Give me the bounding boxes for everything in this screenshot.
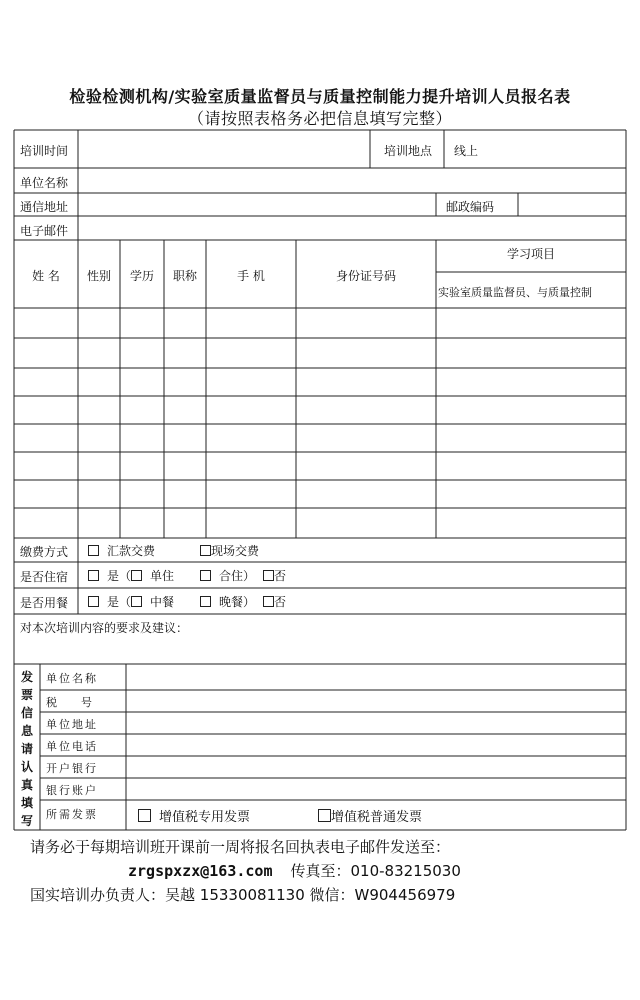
invoice-tax-id-input[interactable]	[128, 692, 624, 711]
lodging-shared-label: 合住）	[219, 569, 256, 583]
participant-row[interactable]	[15, 369, 625, 395]
lodging-no-label: 否	[274, 569, 287, 583]
invoice-side-char: 真	[20, 778, 33, 792]
invoice-normal-label: 增值税普通发票	[331, 810, 423, 825]
meal-lunch-checkbox[interactable]	[131, 596, 142, 607]
suggestion-input[interactable]	[15, 634, 625, 663]
invoice-account-input[interactable]	[128, 780, 624, 799]
meal-yes-checkbox[interactable]	[88, 596, 99, 607]
address-label: 通信地址	[20, 200, 69, 214]
invoice-type-label: 所需发票	[46, 808, 98, 821]
suggestion-label: 对本次培训内容的要求及建议：	[20, 621, 189, 635]
invoice-side-char: 填	[20, 796, 33, 810]
participant-row[interactable]	[15, 309, 625, 337]
lodging-shared-checkbox[interactable]	[200, 570, 211, 581]
footer-fax: 传真至：010-83215030	[290, 862, 461, 880]
invoice-phone-input[interactable]	[128, 736, 624, 755]
invoice-account-label: 银行账户	[46, 784, 98, 797]
form-subtitle: （请按照表格务必把信息填写完整）	[187, 109, 452, 128]
invoice-normal-checkbox[interactable]	[318, 809, 331, 822]
footer-email[interactable]: zrgspxzx@163.com	[128, 862, 273, 880]
training-place-label: 培训地点	[384, 144, 433, 158]
lodging-no-checkbox[interactable]	[263, 570, 274, 581]
invoice-special-checkbox[interactable]	[138, 809, 151, 822]
lodging-yes-label: 是（	[107, 569, 132, 583]
meal-dinner-checkbox[interactable]	[200, 596, 211, 607]
participant-row[interactable]	[15, 425, 625, 451]
header-study-project: 学习项目	[506, 247, 555, 261]
footer-contact: 国实培训办负责人：吴越 15330081130 微信：W904456979	[30, 886, 456, 904]
lodging-single-checkbox[interactable]	[131, 570, 142, 581]
invoice-side-char: 发	[20, 670, 33, 684]
lodging-yes-checkbox[interactable]	[88, 570, 99, 581]
training-time-label: 培训时间	[20, 144, 69, 158]
participant-row[interactable]	[15, 339, 625, 367]
invoice-special-label: 增值税专用发票	[159, 810, 251, 825]
header-id-number: 身份证号码	[335, 269, 396, 283]
invoice-bank-label: 开户银行	[46, 762, 98, 775]
meal-dinner-label: 晚餐）	[219, 595, 256, 609]
lodging-single-label: 单住	[150, 569, 175, 583]
payment-remit-label: 汇款交费	[107, 544, 156, 558]
meal-no-label: 否	[274, 595, 287, 609]
header-education: 学历	[129, 269, 154, 283]
company-name-input[interactable]	[80, 170, 624, 191]
participant-row[interactable]	[15, 397, 625, 423]
participant-row[interactable]	[15, 453, 625, 479]
invoice-company-input[interactable]	[128, 666, 624, 689]
invoice-company-label: 单位名称	[46, 672, 98, 685]
footer-instruction: 请务必于每期培训班开课前一周将报名回执表电子邮件发送至：	[30, 838, 451, 856]
email-input[interactable]	[80, 218, 624, 238]
lodging-label: 是否住宿	[20, 570, 69, 584]
invoice-side-char: 息	[20, 724, 33, 738]
invoice-side-char: 票	[20, 688, 33, 702]
invoice-address-label: 单位地址	[46, 718, 98, 731]
study-item: 实验室质量监督员、与质量控制	[438, 286, 592, 299]
participant-row[interactable]	[15, 509, 625, 537]
meal-lunch-label: 中餐	[150, 595, 175, 609]
invoice-side-char: 认	[20, 760, 33, 774]
invoice-phone-label: 单位电话	[46, 740, 98, 753]
meal-yes-label: 是（	[107, 595, 132, 609]
payment-remit-checkbox[interactable]	[88, 545, 99, 556]
invoice-side-char: 写	[20, 814, 33, 828]
header-name: 姓 名	[32, 269, 60, 283]
email-label: 电子邮件	[20, 224, 69, 238]
postcode-input[interactable]	[520, 195, 624, 214]
invoice-tax-id-label: 税 号	[46, 696, 94, 709]
meal-label: 是否用餐	[20, 596, 69, 610]
participant-row[interactable]	[15, 481, 625, 507]
header-phone: 手 机	[237, 269, 265, 283]
form-title: 检验检测机构/实验室质量监督员与质量控制能力提升培训人员报名表	[69, 87, 571, 106]
payment-onsite-label: 现场交费	[211, 544, 260, 558]
invoice-side-char: 请	[20, 742, 33, 756]
header-gender: 性别	[86, 269, 111, 283]
header-title: 职称	[172, 269, 197, 283]
training-time-input[interactable]	[80, 132, 368, 166]
payment-label: 缴费方式	[20, 545, 69, 559]
invoice-address-input[interactable]	[128, 714, 624, 733]
address-input[interactable]	[80, 195, 434, 214]
payment-onsite-checkbox[interactable]	[200, 545, 211, 556]
invoice-side-char: 信	[20, 706, 33, 720]
postcode-label: 邮政编码	[446, 200, 495, 214]
company-name-label: 单位名称	[20, 176, 69, 190]
meal-no-checkbox[interactable]	[263, 596, 274, 607]
training-place-value[interactable]: 线上	[454, 144, 479, 158]
invoice-bank-input[interactable]	[128, 758, 624, 777]
